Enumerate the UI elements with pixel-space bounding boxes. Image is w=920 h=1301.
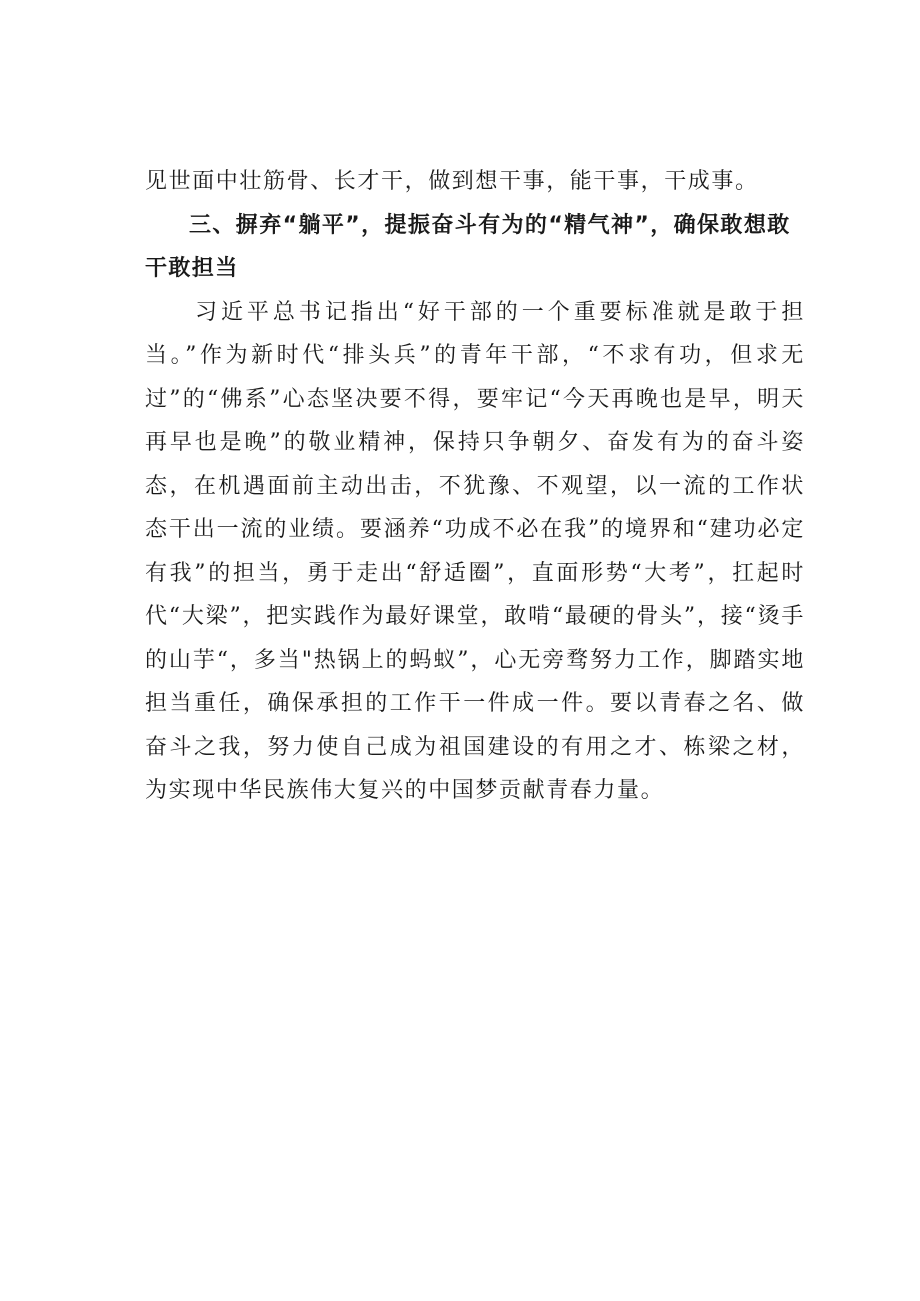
section-heading: 三、摒弃“躺平”，提振奋斗有为的“精气神”，确保敢想敢干敢担当 [145,212,791,281]
continuation-paragraph: 见世面中壮筋骨、长才干，做到想干事，能干事，干成事。 [145,169,759,194]
body-paragraph: 习近平总书记指出“好干部的一个重要标准就是敢于担当。”作为新时代“排头兵”的青年干部，“不求有功，但求无过”的“佛系”心态坚决要不得，要牢记“今天再晚也是早，明天再早也是晚”的敬业精神，保持只争朝夕、奋发有为的奋斗姿态，在机遇面前主动出击，不犹豫、不观望，以一流的工作状态干出一流的业绩。要涵养“功成不必在我”的境界和“建功必定有我”的担当，勇于走出“舒适圈”，直面形势“大考”，扛起时代“大梁”，把实践作为最好课堂，敢啃“最硬的骨头”，接“烫手的山芋“，多当"热锅上的蚂蚁”，心无旁骛努力工作，脚踏实地担当重任，确保承担的工作干一件成一件。要以青春之名、做奋斗之我，努力使自己成为祖国建设的有用之才、栋梁之材，为实现中华民族伟大复兴的中国梦贡献青春力量。 [145,299,805,803]
document-body [145,160,805,813]
